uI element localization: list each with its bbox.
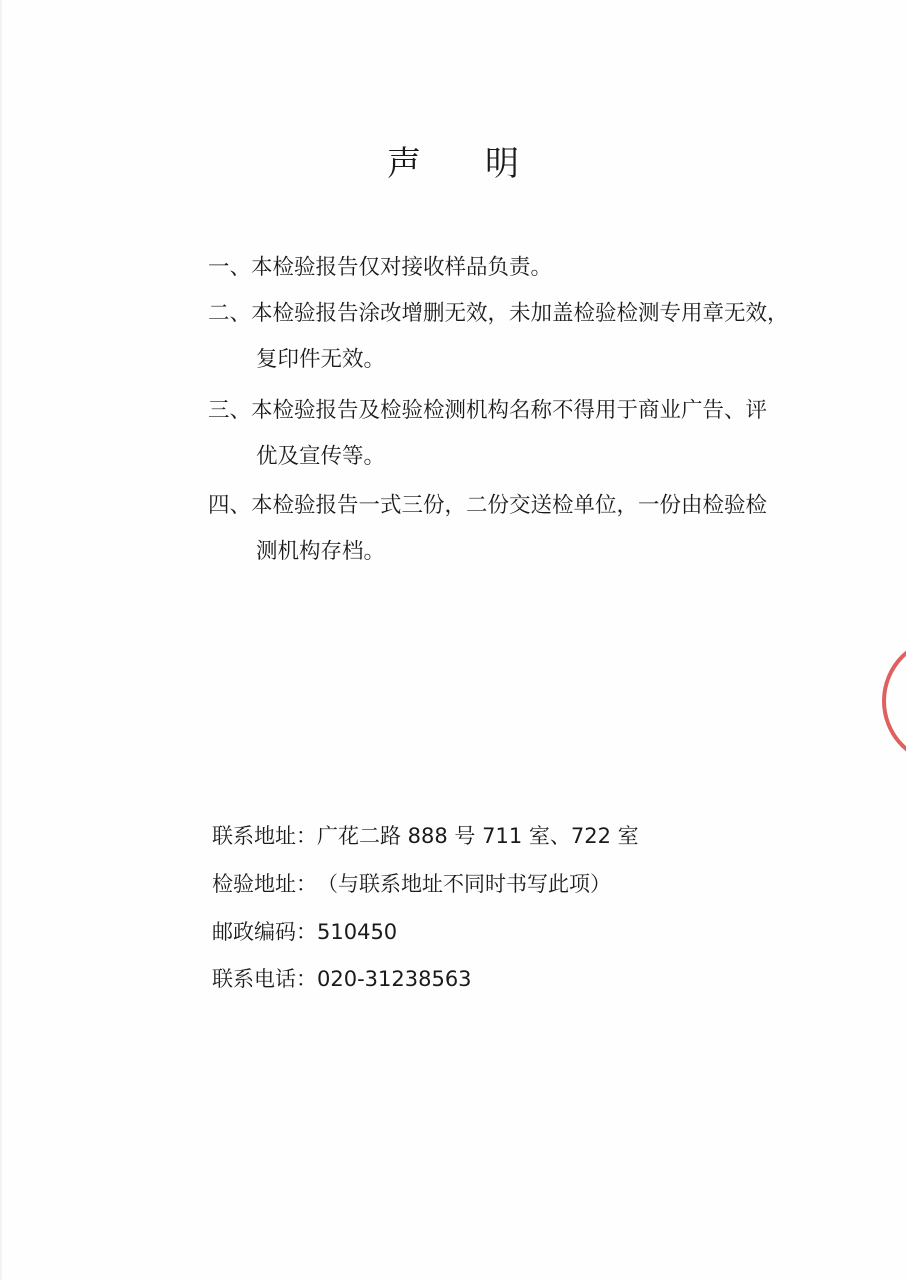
declaration-number: 三、 [208,398,252,423]
declaration-4-continuation: 测机构存档。 [256,539,386,564]
declaration-number: 四、 [208,493,252,518]
page-title [0,136,906,186]
declaration-2-continuation: 复印件无效。 [256,347,386,372]
contact-address [212,821,639,851]
phone-value: 020-31238563 [317,967,472,991]
title-char-2: 明 [485,144,519,184]
declaration-3 [208,396,767,426]
declaration-4 [208,491,767,521]
phone-label: 联系电话： [212,967,317,991]
scan-edge [0,0,2,1280]
declaration-text: 本检验报告一式三份，二份交送检单位，一份由检验检 [251,493,768,518]
declaration-number: 二、 [208,301,252,326]
declaration-number: 一、 [208,255,252,280]
declaration-text: 本检验报告仅对接收样品负责。 [251,255,553,280]
address-value: 广花二路 888 号 711 室、722 室 [317,824,639,848]
address-label: 联系地址： [212,824,317,848]
declaration-2 [208,299,789,329]
declaration-3-continuation: 优及宣传等。 [256,444,386,469]
test-address-label: 检验地址： [212,872,317,896]
postcode-label: 邮政编码： [212,920,317,944]
postcode [212,917,397,947]
declaration-text: 本检验报告涂改增删无效，未加盖检验检测专用章无效， [251,301,789,326]
postcode-value: 510450 [317,920,398,944]
declaration-text: 本检验报告及检验检测机构名称不得用于商业广告、评 [251,398,768,423]
title-char-1: 声 [387,144,421,184]
phone [212,964,472,994]
declaration-1 [208,253,552,283]
official-seal-icon [882,636,906,766]
test-address [212,869,611,899]
test-address-value: （与联系地址不同时书写此项） [317,872,611,896]
